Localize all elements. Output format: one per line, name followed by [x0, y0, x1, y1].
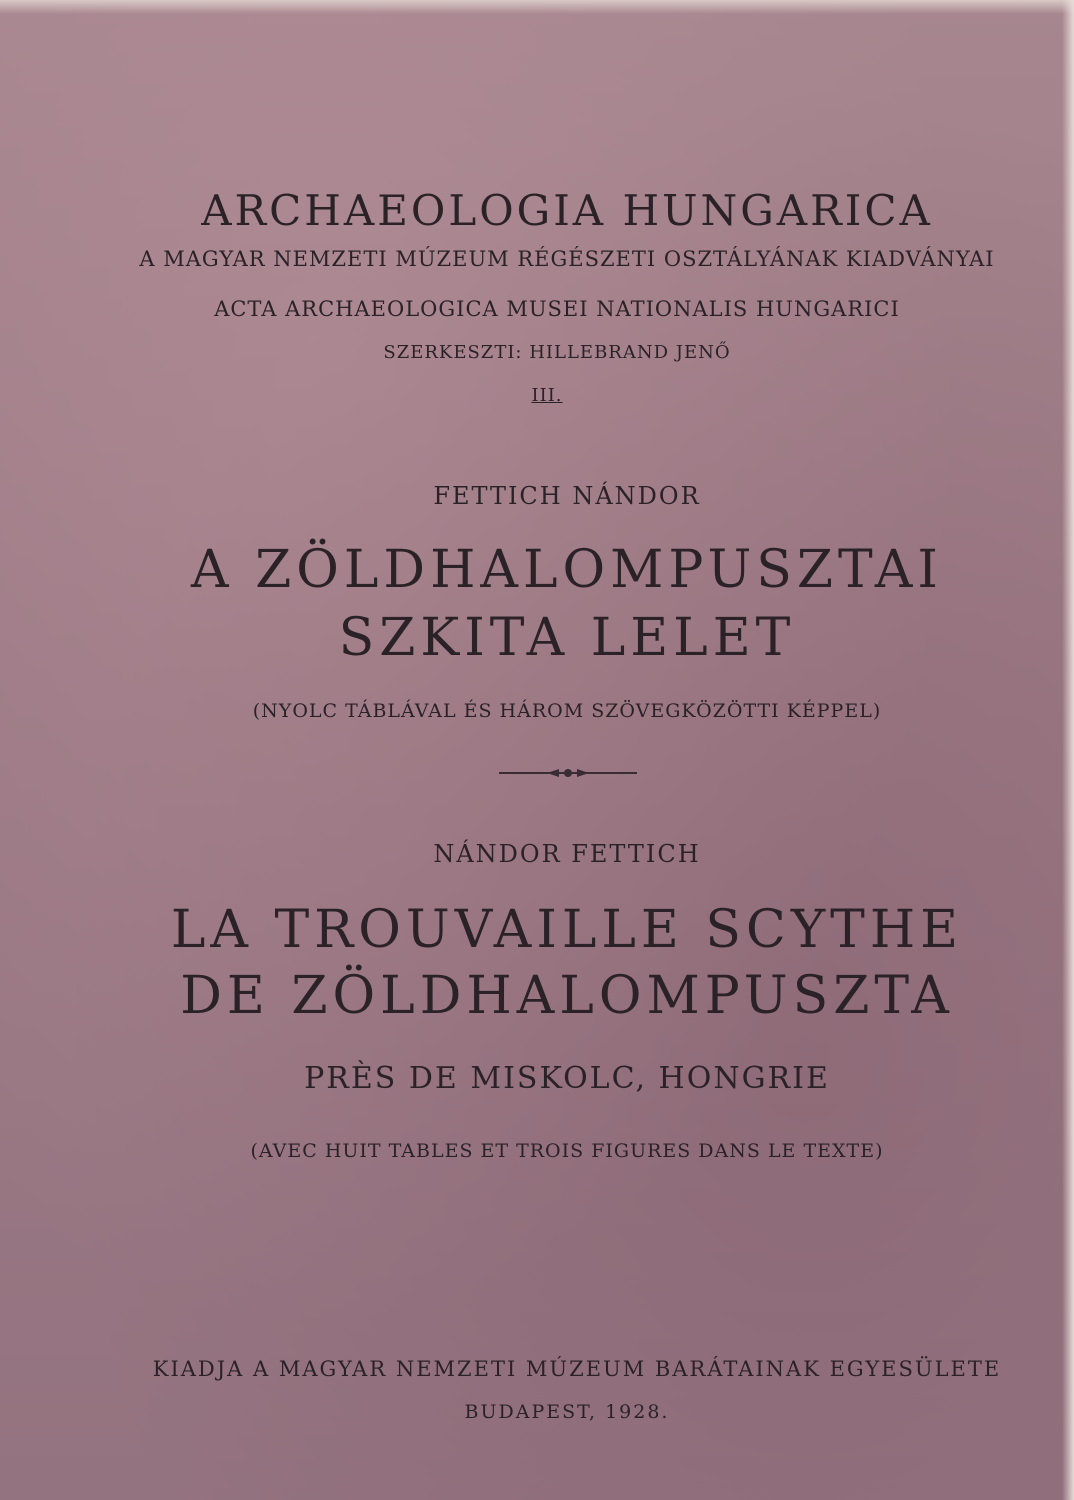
subtitle-french: PRÈS DE MISKOLC, HONGRIE	[304, 1061, 830, 1096]
place-and-date: BUDAPEST, 1928.	[464, 1401, 670, 1423]
paper-edge-top	[0, 0, 1074, 14]
divider-ornament-icon	[545, 766, 591, 780]
title-hungarian-line2: SZKITA LELET	[338, 608, 796, 668]
series-subtitle-hungarian: A MAGYAR NEMZETI MÚZEUM RÉGÉSZETI OSZTÁLYÁNAK KIADVÁNYAI	[139, 247, 995, 271]
title-french-line1: LA TROUVAILLE SCYTHE	[170, 900, 964, 960]
editor-credit: SZERKESZTI: HILLEBRAND JENŐ	[383, 342, 731, 363]
series-subtitle-latin: ACTA ARCHAEOLOGICA MUSEI NATIONALIS HUNGARICI	[214, 297, 900, 321]
title-hungarian-line1: A ZÖLDHALOMPUSZTAI	[191, 540, 943, 600]
series-title: ARCHAEOLOGIA HUNGARICA	[201, 186, 933, 235]
plates-note-french: (AVEC HUIT TABLES ET TROIS FIGURES DANS LE TEXTE)	[250, 1140, 884, 1162]
author-hungarian: FETTICH NÁNDOR	[433, 482, 701, 510]
author-french: NÁNDOR FETTICH	[433, 840, 701, 868]
volume-number: III.	[531, 385, 563, 406]
title-french-line2: DE ZÖLDHALOMPUSZTA	[180, 966, 954, 1026]
plates-note-hungarian: (NYOLC TÁBLÁVAL ÉS HÁROM SZÖVEGKÖZÖTTI KÉPPEL)	[252, 700, 882, 722]
publisher: KIADJA A MAGYAR NEMZETI MÚZEUM BARÁTAINAK EGYESÜLETE	[152, 1357, 1002, 1381]
